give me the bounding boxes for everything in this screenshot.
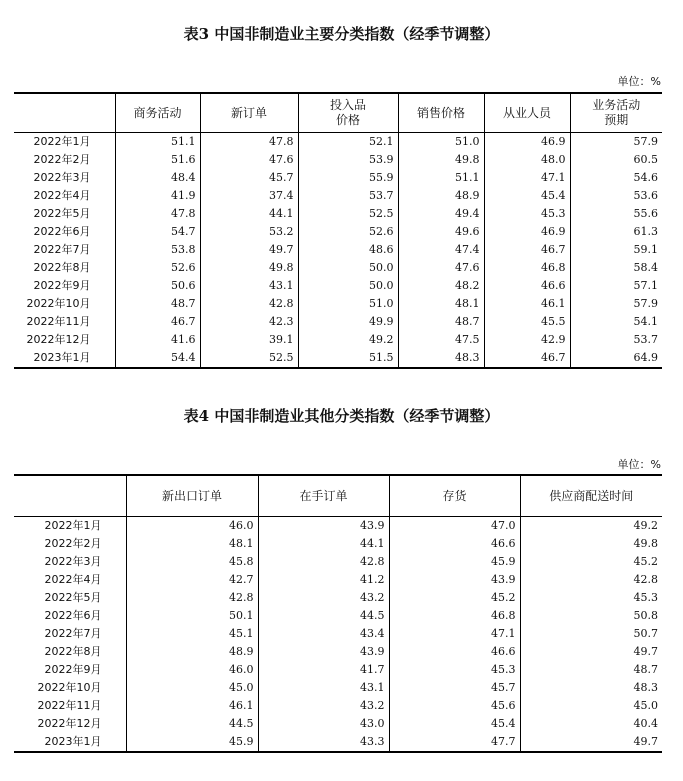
cell-value: 49.8 bbox=[520, 535, 662, 553]
table3-unit: 单位：% bbox=[617, 75, 661, 88]
cell-value: 43.9 bbox=[258, 643, 389, 661]
cell-value: 57.9 bbox=[570, 133, 662, 152]
cell-value: 42.7 bbox=[126, 571, 258, 589]
cell-value: 51.6 bbox=[115, 151, 200, 169]
cell-value: 41.7 bbox=[258, 661, 389, 679]
cell-value: 43.9 bbox=[389, 571, 520, 589]
cell-value: 54.1 bbox=[570, 313, 662, 331]
cell-value: 46.1 bbox=[126, 697, 258, 715]
table-row bbox=[14, 259, 662, 277]
cell-value: 48.7 bbox=[115, 295, 200, 313]
cell-value: 41.6 bbox=[115, 331, 200, 349]
table4-header-1: 新出口订单 bbox=[126, 475, 258, 517]
cell-value: 44.1 bbox=[200, 205, 298, 223]
cell-value: 45.4 bbox=[389, 715, 520, 733]
cell-value: 46.7 bbox=[484, 241, 570, 259]
cell-value: 45.4 bbox=[484, 187, 570, 205]
table-row bbox=[14, 313, 662, 331]
row-label: 2022年10月 bbox=[26, 297, 91, 310]
row-label: 2022年12月 bbox=[37, 717, 102, 730]
cell-value: 46.6 bbox=[389, 643, 520, 661]
table-row bbox=[14, 607, 662, 625]
cell-value: 42.8 bbox=[258, 553, 389, 571]
row-label: 2022年6月 bbox=[33, 225, 91, 238]
row-label: 2022年12月 bbox=[26, 333, 91, 346]
cell-value: 47.6 bbox=[398, 259, 484, 277]
row-label: 2022年6月 bbox=[44, 609, 102, 622]
table-row bbox=[14, 331, 662, 349]
cell-value: 53.9 bbox=[298, 151, 398, 169]
row-label: 2022年9月 bbox=[44, 663, 102, 676]
row-label: 2022年9月 bbox=[33, 279, 91, 292]
cell-value: 42.8 bbox=[200, 295, 298, 313]
cell-value: 46.0 bbox=[126, 517, 258, 536]
row-label: 2022年2月 bbox=[33, 153, 91, 166]
cell-value: 49.7 bbox=[520, 643, 662, 661]
cell-value: 45.5 bbox=[484, 313, 570, 331]
table3-header-0 bbox=[14, 93, 115, 133]
cell-value: 47.6 bbox=[200, 151, 298, 169]
cell-value: 40.4 bbox=[520, 715, 662, 733]
cell-value: 43.0 bbox=[258, 715, 389, 733]
cell-value: 51.1 bbox=[398, 169, 484, 187]
cell-value: 49.4 bbox=[398, 205, 484, 223]
cell-value: 45.9 bbox=[126, 733, 258, 752]
table-row bbox=[14, 535, 662, 553]
cell-value: 45.0 bbox=[126, 679, 258, 697]
cell-value: 54.4 bbox=[115, 349, 200, 368]
cell-value: 43.3 bbox=[258, 733, 389, 752]
table-row bbox=[14, 223, 662, 241]
cell-value: 46.1 bbox=[484, 295, 570, 313]
cell-value: 48.7 bbox=[398, 313, 484, 331]
table4-header-4: 供应商配送时间 bbox=[520, 475, 662, 517]
cell-value: 46.7 bbox=[115, 313, 200, 331]
row-label: 2022年11月 bbox=[26, 315, 91, 328]
cell-value: 50.1 bbox=[126, 607, 258, 625]
cell-value: 52.6 bbox=[115, 259, 200, 277]
table-row bbox=[14, 661, 662, 679]
table3-header-4: 销售价格 bbox=[398, 93, 484, 133]
row-label: 2022年11月 bbox=[37, 699, 102, 712]
table-row bbox=[14, 553, 662, 571]
table3-header-6: 业务活动 预期 bbox=[570, 93, 662, 133]
cell-value: 45.2 bbox=[389, 589, 520, 607]
cell-value: 45.7 bbox=[389, 679, 520, 697]
table3-header-1: 商务活动 bbox=[115, 93, 200, 133]
cell-value: 45.3 bbox=[389, 661, 520, 679]
cell-value: 43.2 bbox=[258, 589, 389, 607]
cell-value: 42.3 bbox=[200, 313, 298, 331]
row-label: 2022年1月 bbox=[33, 135, 91, 148]
cell-value: 47.8 bbox=[200, 133, 298, 152]
table-row bbox=[14, 151, 662, 169]
table3-header-3: 投入品 价格 bbox=[298, 93, 398, 133]
cell-value: 59.1 bbox=[570, 241, 662, 259]
row-label: 2022年3月 bbox=[33, 171, 91, 184]
cell-value: 46.9 bbox=[484, 223, 570, 241]
table4-unit: 单位：% bbox=[617, 458, 661, 471]
cell-value: 54.6 bbox=[570, 169, 662, 187]
cell-value: 43.4 bbox=[258, 625, 389, 643]
cell-value: 48.9 bbox=[126, 643, 258, 661]
cell-value: 50.8 bbox=[520, 607, 662, 625]
table-row bbox=[14, 187, 662, 205]
table4-header-0 bbox=[14, 475, 126, 517]
row-label: 2022年7月 bbox=[44, 627, 102, 640]
cell-value: 46.9 bbox=[484, 133, 570, 152]
cell-value: 47.8 bbox=[115, 205, 200, 223]
cell-value: 47.1 bbox=[484, 169, 570, 187]
table-row bbox=[14, 643, 662, 661]
cell-value: 51.1 bbox=[115, 133, 200, 152]
cell-value: 48.1 bbox=[126, 535, 258, 553]
cell-value: 43.1 bbox=[200, 277, 298, 295]
cell-value: 44.1 bbox=[258, 535, 389, 553]
cell-value: 47.5 bbox=[398, 331, 484, 349]
row-label: 2022年4月 bbox=[33, 189, 91, 202]
cell-value: 43.9 bbox=[258, 517, 389, 536]
cell-value: 49.2 bbox=[520, 517, 662, 536]
row-label: 2022年1月 bbox=[44, 519, 102, 532]
cell-value: 43.1 bbox=[258, 679, 389, 697]
table4-header-3: 存货 bbox=[389, 475, 520, 517]
cell-value: 52.5 bbox=[200, 349, 298, 368]
cell-value: 46.6 bbox=[389, 535, 520, 553]
cell-value: 49.6 bbox=[398, 223, 484, 241]
cell-value: 47.7 bbox=[389, 733, 520, 752]
cell-value: 42.8 bbox=[520, 571, 662, 589]
row-label: 2022年4月 bbox=[44, 573, 102, 586]
row-label: 2023年1月 bbox=[33, 351, 91, 364]
cell-value: 45.3 bbox=[484, 205, 570, 223]
cell-value: 50.0 bbox=[298, 259, 398, 277]
row-label: 2022年3月 bbox=[44, 555, 102, 568]
row-label: 2022年5月 bbox=[44, 591, 102, 604]
table-row bbox=[14, 295, 662, 313]
table4-title: 表4 中国非制造业其他分类指数（经季节调整） bbox=[183, 407, 500, 425]
cell-value: 50.6 bbox=[115, 277, 200, 295]
cell-value: 48.7 bbox=[520, 661, 662, 679]
table4-body bbox=[14, 517, 662, 753]
table4-header-2: 在手订单 bbox=[258, 475, 389, 517]
cell-value: 50.0 bbox=[298, 277, 398, 295]
cell-value: 42.8 bbox=[126, 589, 258, 607]
cell-value: 49.7 bbox=[520, 733, 662, 752]
row-label: 2022年2月 bbox=[44, 537, 102, 550]
cell-value: 49.9 bbox=[298, 313, 398, 331]
table3-header-5: 从业人员 bbox=[484, 93, 570, 133]
row-label: 2023年1月 bbox=[44, 735, 102, 748]
cell-value: 48.2 bbox=[398, 277, 484, 295]
cell-value: 48.0 bbox=[484, 151, 570, 169]
cell-value: 53.7 bbox=[570, 331, 662, 349]
cell-value: 43.2 bbox=[258, 697, 389, 715]
cell-value: 47.4 bbox=[398, 241, 484, 259]
table-row bbox=[14, 733, 662, 752]
cell-value: 52.5 bbox=[298, 205, 398, 223]
table3-header-2: 新订单 bbox=[200, 93, 298, 133]
cell-value: 45.2 bbox=[520, 553, 662, 571]
cell-value: 45.8 bbox=[126, 553, 258, 571]
cell-value: 57.1 bbox=[570, 277, 662, 295]
cell-value: 53.7 bbox=[298, 187, 398, 205]
table-row bbox=[14, 205, 662, 223]
cell-value: 42.9 bbox=[484, 331, 570, 349]
table-row bbox=[14, 169, 662, 187]
cell-value: 48.3 bbox=[398, 349, 484, 368]
table-row bbox=[14, 349, 662, 368]
cell-value: 47.1 bbox=[389, 625, 520, 643]
cell-value: 45.0 bbox=[520, 697, 662, 715]
cell-value: 37.4 bbox=[200, 187, 298, 205]
cell-value: 49.7 bbox=[200, 241, 298, 259]
table-row bbox=[14, 589, 662, 607]
cell-value: 41.9 bbox=[115, 187, 200, 205]
cell-value: 45.6 bbox=[389, 697, 520, 715]
cell-value: 46.7 bbox=[484, 349, 570, 368]
cell-value: 47.0 bbox=[389, 517, 520, 536]
cell-value: 53.8 bbox=[115, 241, 200, 259]
table-row bbox=[14, 517, 662, 536]
table-row bbox=[14, 571, 662, 589]
table-row bbox=[14, 133, 662, 152]
cell-value: 49.8 bbox=[200, 259, 298, 277]
cell-value: 49.2 bbox=[298, 331, 398, 349]
cell-value: 48.1 bbox=[398, 295, 484, 313]
cell-value: 54.7 bbox=[115, 223, 200, 241]
cell-value: 51.0 bbox=[298, 295, 398, 313]
cell-value: 53.2 bbox=[200, 223, 298, 241]
cell-value: 39.1 bbox=[200, 331, 298, 349]
table3-header-row bbox=[14, 93, 662, 133]
cell-value: 44.5 bbox=[258, 607, 389, 625]
table-row bbox=[14, 277, 662, 295]
table-row bbox=[14, 679, 662, 697]
cell-value: 61.3 bbox=[570, 223, 662, 241]
cell-value: 45.3 bbox=[520, 589, 662, 607]
cell-value: 46.0 bbox=[126, 661, 258, 679]
table-row bbox=[14, 241, 662, 259]
cell-value: 44.5 bbox=[126, 715, 258, 733]
table3-body bbox=[14, 133, 662, 369]
table4 bbox=[14, 474, 662, 753]
cell-value: 57.9 bbox=[570, 295, 662, 313]
cell-value: 51.5 bbox=[298, 349, 398, 368]
cell-value: 45.1 bbox=[126, 625, 258, 643]
cell-value: 45.7 bbox=[200, 169, 298, 187]
cell-value: 41.2 bbox=[258, 571, 389, 589]
row-label: 2022年5月 bbox=[33, 207, 91, 220]
cell-value: 48.9 bbox=[398, 187, 484, 205]
row-label: 2022年7月 bbox=[33, 243, 91, 256]
cell-value: 50.7 bbox=[520, 625, 662, 643]
cell-value: 45.9 bbox=[389, 553, 520, 571]
cell-value: 60.5 bbox=[570, 151, 662, 169]
table3-title: 表3 中国非制造业主要分类指数（经季节调整） bbox=[183, 25, 500, 43]
cell-value: 52.6 bbox=[298, 223, 398, 241]
cell-value: 52.1 bbox=[298, 133, 398, 152]
table-row bbox=[14, 715, 662, 733]
cell-value: 48.4 bbox=[115, 169, 200, 187]
table-row bbox=[14, 697, 662, 715]
table-row bbox=[14, 625, 662, 643]
cell-value: 46.8 bbox=[389, 607, 520, 625]
cell-value: 49.8 bbox=[398, 151, 484, 169]
row-label: 2022年8月 bbox=[44, 645, 102, 658]
cell-value: 48.6 bbox=[298, 241, 398, 259]
cell-value: 55.6 bbox=[570, 205, 662, 223]
table4-header-row bbox=[14, 475, 662, 517]
cell-value: 58.4 bbox=[570, 259, 662, 277]
row-label: 2022年8月 bbox=[33, 261, 91, 274]
cell-value: 53.6 bbox=[570, 187, 662, 205]
cell-value: 55.9 bbox=[298, 169, 398, 187]
cell-value: 46.6 bbox=[484, 277, 570, 295]
row-label: 2022年10月 bbox=[37, 681, 102, 694]
cell-value: 64.9 bbox=[570, 349, 662, 368]
cell-value: 46.8 bbox=[484, 259, 570, 277]
cell-value: 51.0 bbox=[398, 133, 484, 152]
table3 bbox=[14, 92, 662, 369]
cell-value: 48.3 bbox=[520, 679, 662, 697]
